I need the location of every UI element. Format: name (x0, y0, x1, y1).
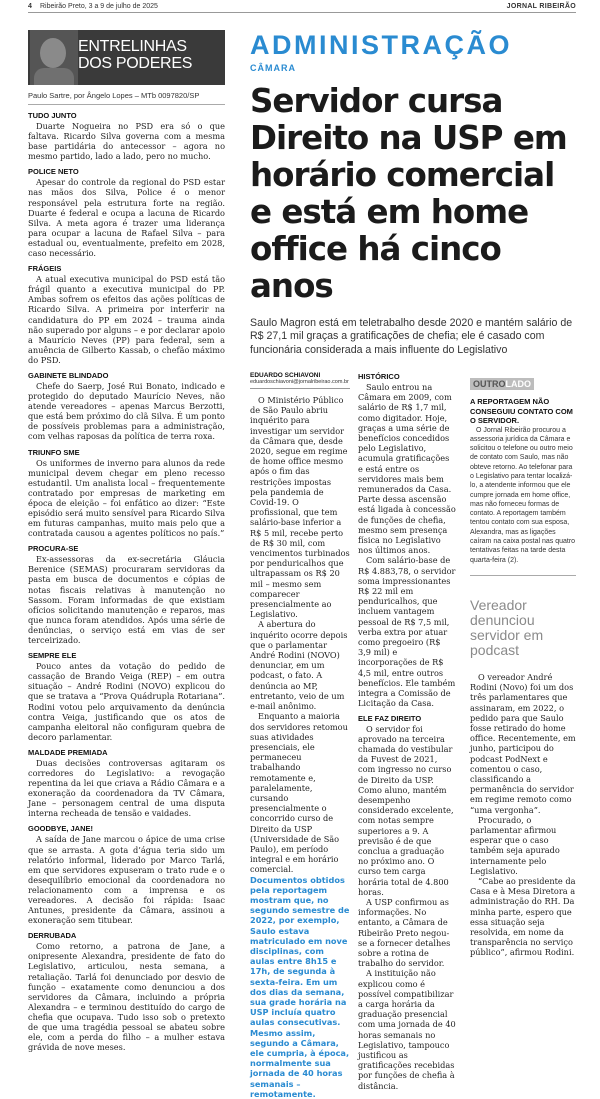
note-title: PROCURA-SE (28, 544, 79, 554)
edition-date: Ribeirão Preto, 3 a 9 de julho de 2025 (40, 3, 158, 10)
note-title: GOODBYE, JANE! (28, 824, 94, 834)
author-email: eduardoschiavoni@jornalribeirao.com.br (250, 379, 350, 389)
note-title: GABINETE BLINDADO (28, 370, 109, 380)
note-text: Os uniformes de inverno para alunos da rede municipal devem chegar em pleno recesso estudantil. Um analista local – frequentemente contratado por empresas de marketing em época de eleição – foi enfático ao dizer: “Este episódio será muito sensível para Ricardo Silva em futuras campanhas, muito mais pelo que a contratada causou a agentes políticos no país.” (28, 457, 225, 539)
newspaper-name: JORNAL RIBEIRÃO (506, 3, 576, 10)
sidebar-text: O Jornal Ribeirão procurou a assessoria jurídica da Câmara e solicitou o telefone ou outro meio de contato com Saulo, mas não obteve retorno. Ao telefonar para o Legislativo para tentar localizá-lo, a atendente informou que ele cumpre jornada em home office, mas não forneceu formas de contato. A reportagem também tentou contato com sua esposa, Alexandra, mas as ligações caíram na caixa postal nas quatro tentativas feitas na tarde desta quarta-feira (2). (470, 426, 576, 564)
article-headline: Servidor cursa Direito na USP em horário comercial e está em home office há cinco anos (250, 82, 567, 305)
column-3-text (470, 672, 576, 958)
subheading-historico: HISTÓRICO (358, 372, 400, 381)
column-note (28, 448, 225, 539)
note-title: POLICE NETO (28, 167, 79, 177)
article-column-2 (358, 372, 456, 1091)
pull-quote: Vereador denunciou servidor em podcast (470, 596, 544, 658)
section-title: ADMINISTRAÇÃO (250, 30, 512, 60)
article-deck: Saulo Magron está em teletrabalho desde 2020 e mantém salário de R$ 27,1 mil graças a gratificações de chefia; ele é casado com funcionária considerada a mais influente do Legislativo (250, 317, 573, 356)
byline: EDUARDO SCHIAVONI (250, 372, 321, 379)
column-note (28, 111, 225, 161)
note-text: Pouco antes da votação do pedido de cassação de Brando Veiga (REP) – em outra situação – André Rodini (NOVO) explicou do que se tratava a “Prova Quádrupla Rotariana”. Rodini votou pelo arquivamento da denúncia contra Veiga, justificando que os atos de campanha eleitoral não configuram quebra de decoro parlamentar. (28, 661, 225, 742)
sidebar-box (470, 397, 576, 565)
column-note (28, 167, 225, 258)
column-note (28, 931, 225, 1052)
note-text: Chefe do Saerp, José Rui Bonato, indicado e protegido do deputado Maurício Neves, não atende vereadores – apenas Marcus Berzotti, que está bem próximo do clã Silva. É um ponto de possíveis problemas para a administração, com velhas raposas da política de terra roxa. (28, 380, 225, 442)
paragraph: O Ministério Público de São Paulo abriu inquérito para investigar um servidor da Câmara que, desde 2020, segue em regime de home office mesmo após o fim das restrições impostas pela pandemia de Covid-19. O profissional, que tem salário-base inferior a R$ 5 mil, recebe perto de R$ 30 mil, com vencimentos turbinados por penduricalhos que ultrapassam os R$ 20 mil – mesmo sem comparecer presencialmente ao Legislativo. (250, 395, 350, 620)
article-kicker: CÂMARA (250, 63, 296, 73)
article-column-1 (250, 372, 350, 1099)
note-text: Como retorno, a patrona de Jane, a onipresente Alexandra, presidente de fato do Legislativo, articulou, nesta semana, a retaliação. Tarlá foi denunciado por desvio de função – exatamente como denunciou a dos servidores da Câmara, incluindo a própria Alexandra – e terminou destituído do cargo de chefia que ocupava. Tudo isso sob o pretexto de que uma tragédia pessoal se abateu sobre ele, com a perda do filho – a mulher estava grávida de nove meses. (28, 941, 225, 1053)
note-text: A saída de Jane marcou o ápice de uma crise que se arrasta. A gota d’água teria sido um relatório informal, liderado por Marco Tarlá, em que servidores expuseram o trato rude e o desequilíbrio emocional da coordenadora no relacionamento com a imprensa e os vereadores. A decisão foi rápida: Isaac Antunes, presidente da Câmara, assinou a exoneração sem titubear. (28, 834, 225, 926)
note-text: Apesar do controle da regional do PSD estar nas mãos dos Silva, Police é o menor responsável pela estrutura forte na região. Duarte é federal e ocupa a lacuna de Ricardo Silva. A meta agora é trazer uma liderança para ocupar a lacuna de Rafael Silva – para estadual ou, eventualmente, prefeito em 2028, caso necessário. (28, 177, 225, 259)
article-column-3 (470, 372, 576, 958)
outro-lado-label: OUTROLADO (470, 378, 534, 390)
opinion-column (28, 30, 225, 1052)
column-note (28, 748, 225, 819)
sidebar-title: A REPORTAGEM NÃO CONSEGUIU CONTATO COM O SERVIDOR. (470, 397, 573, 425)
column-note (28, 651, 225, 742)
paragraph: Saulo entrou na Câmara em 2009, com salário de R$ 1,7 mil, como digitador. Hoje, graças a uma série de benefícios concedidos pelo Legislativo, acumula gratificações e está entre os servidores mais bem remunerados da Casa. Parte dessa ascensão está ligada à concessão de funções de chefia, mesmo sem presença física no Legislativo nos últimos anos. (358, 382, 456, 556)
column-1-text (250, 395, 350, 875)
subheading-direito: ELE FAZ DIREITO (358, 713, 422, 723)
column-title: ENTRELINHAS DOS PODERES (78, 38, 193, 72)
columnist-portrait (30, 30, 78, 85)
article-header (250, 28, 576, 357)
paragraph: Com salário-base de R$ 4.883,78, o servidor soma impressionantes R$ 22 mil em penduricalhos, que incluem vantagem pessoal de R$ 7,5 mil, verba extra por atuar como pregoeiro (R$ 3,9 mil) e incorporações de R$ 4,5 mil, entre outros benefícios. Ele também integra a Comissão de Licitação da Casa. (358, 555, 456, 709)
article-body (250, 372, 576, 1099)
note-title: TRIUNFO SME (28, 447, 80, 457)
page-number: 4 (28, 3, 32, 10)
column-note (28, 371, 225, 442)
page-header (28, 2, 576, 13)
column-author: Paulo Sartre, por Ângelo Lopes – MTb 0097820/SP (28, 91, 225, 105)
note-title: DERRUBADA (28, 931, 77, 941)
paragraph: O servidor foi aprovado na terceira chamada do vestibular da Fuvest de 2021, com ingresso no curso de Direito da USP. Como aluno, mantém desempenho considerado excelente, com notas sempre superiores a 9. A previsão é de que conclua a graduação no próximo ano. O curso tem carga horária total de 4.800 horas. (358, 723, 454, 897)
column-note (28, 544, 225, 645)
column-2b-text (358, 724, 456, 1091)
column-banner (28, 30, 225, 85)
note-title: MALDADE PREMIADA (28, 747, 108, 757)
note-text: Duas decisões controversas agitaram os corredores do Legislativo: a revogação repentina da lei que criava a Rádio Câmara e a exoneração da coordenadora da TV Câmara, Jane – personagem central de uma disputa interna recheada de tensão e vaidades. (28, 757, 225, 819)
note-title: SEMPRE ELE (28, 651, 77, 661)
note-text: A atual executiva municipal do PSD está tão frágil quanto a executiva municipal do PP. Ambas sofrem os efeitos das ações políticas de Ricardo Silva. A primeira por interferir na candidatura do PP em 2024 – trauma ainda não superado por alguns – e por declarar apoio a Maurício Neves (PP) para federal, sem a anuência de Gilberto Kassab, o chefão máximo do PSD. (28, 274, 225, 365)
note-text: Duarte Nogueira no PSD era só o que faltava. Ricardo Silva governa com a mesma base partidária do antecessor – agora no mesmo partido, lado a lado, pero no mucho. (28, 121, 225, 162)
paragraph: “Cabe ao presidente da Casa e à Mesa Diretora a administração do RH. Da minha parte, espero que essa situação seja resolvida, em nome da transparência no serviço público”, afirmou Rodini. (470, 876, 576, 958)
paragraph: Enquanto a maioria dos servidores retomou suas atividades presenciais, ele permaneceu trabalhando remotamente e, paralelamente, cursando presencialmente o concorrido curso de Direito da USP (Universidade de São Paulo), em período integral e em horário comercial. (250, 711, 348, 875)
highlighted-paragraph: Documentos obtidos pela reportagem mostram que, no segundo semestre de 2022, por exemplo, Saulo estava matriculado em nove disciplinas, com aulas entre 8h15 e 17h, de segunda à sexta-feira. Em um dos dias da semana, sua grade horária na USP incluía quatro aulas consecutivas. Mesmo assim, segundo a Câmara, ele cumpria, à época, normalmente sua jornada de 40 horas semanais – remotamente. (250, 874, 350, 1099)
note-text: Ex-assessoras da ex-secretária Gláucia Berenice (SEMAS) procuraram servidoras da pasta em busca de documentos e cópias de notas fiscais relativas à manutenção no Sassom. Foram informadas de que existiam ofícios solicitando manutenção e reparos, mas que nunca foram atendidos. Após uma série de denúncias, o serviço está em vias de ser terceirizado. (28, 554, 225, 646)
paragraph: A instituição não explicou como é possível compatibilizar a carga horária da graduação presencial com uma jornada de 40 horas semanais no Legislativo, tampouco justificou as gratificações recebidas por funções de chefia à distância. (358, 968, 456, 1091)
column-note (28, 264, 225, 365)
paragraph: O vereador André Rodini (Novo) foi um dos três parlamentares que assinaram, em 2022, o pedido para que Saulo fosse retirado do home office. Recentemente, em junho, participou do podcast PodNext e comentou o caso, classificando a permanência do servidor em regime remoto como “uma vergonha”. (470, 671, 576, 815)
paragraph: A abertura do inquérito ocorre depois que o parlamentar André Rodini (NOVO) denunciar, em um podcast, o fato. A denúncia ao MP, entretanto, veio de um e-mail anônimo. (250, 619, 348, 712)
note-title: FRÁGEIS (28, 264, 62, 274)
column-2-text (358, 382, 456, 709)
paragraph: Procurado, o parlamentar afirmou esperar que o caso também seja apurado internamente pelo Legislativo. (470, 814, 560, 876)
column-note (28, 824, 225, 925)
note-title: TUDO JUNTO (28, 111, 77, 120)
column-notes (28, 111, 225, 1052)
paragraph: A USP confirmou as informações. No entanto, a Câmara de Ribeirão Preto negou-se a fornecer detalhes sobre a rotina de trabalho do servidor. (358, 896, 451, 969)
